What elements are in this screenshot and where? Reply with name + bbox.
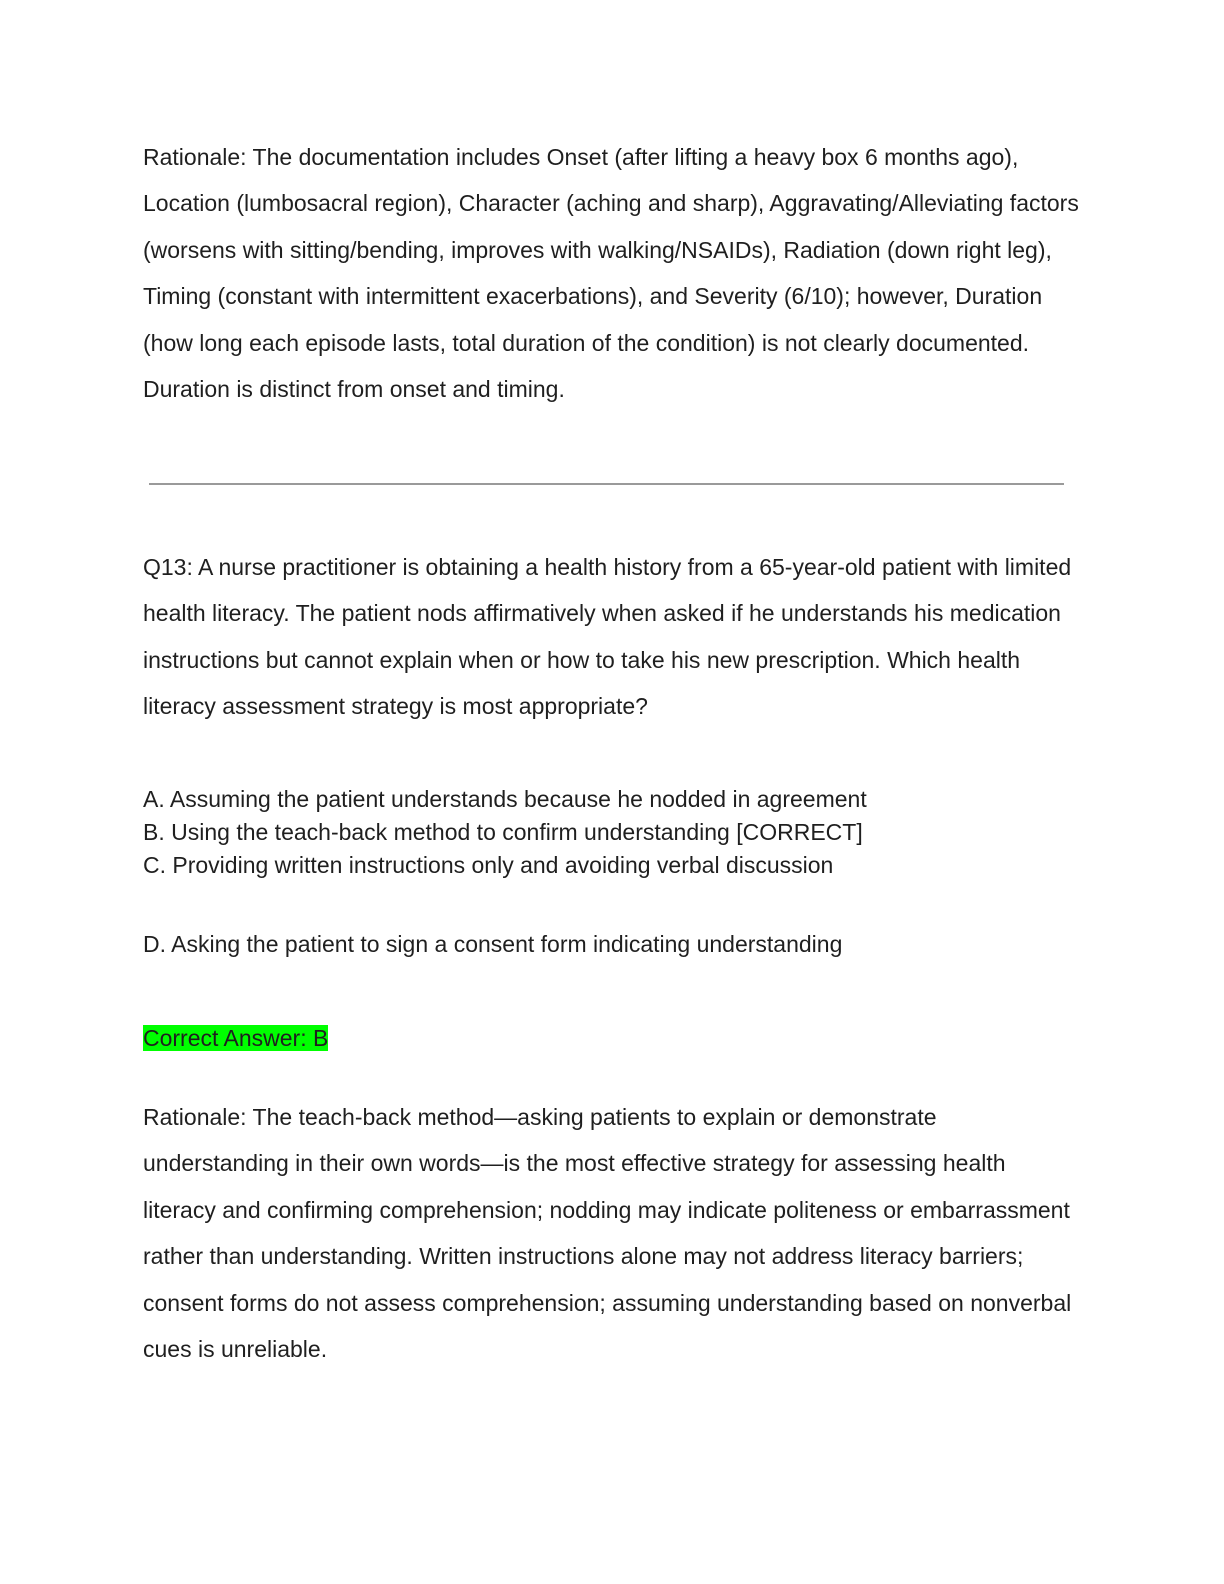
option-c: C. Providing written instructions only and avoiding verbal discussion (143, 852, 834, 878)
correct-answer-highlight: Correct Answer: B (143, 1025, 329, 1051)
horizontal-divider (149, 483, 1064, 485)
correct-answer-line (143, 1022, 328, 1055)
rationale-paragraph: Rationale: The documentation includes Onset (after lifting a heavy box 6 months ago), Location (lumbosacral region), Character (aching and sharp), Aggravating/Alleviating factors (worsens with sitting/bending, improves with walking/NSAIDs), Radiation (down right leg), Timing (constant with intermittent exacerbations), and Severity (6/10); however, Duration (how long each episode lasts, total duration of the condition) is not clearly documented. Duration is distinct from onset and timing. (143, 144, 1079, 403)
question-text: Q13: A nurse practitioner is obtaining a health history from a 65-year-old patient with limited health literacy. The patient nods affirmatively when asked if he understands his medication instructions but cannot explain when or how to take his new prescription. Which health literacy assessment strategy is most appropriate? (143, 554, 1072, 720)
option-a: A. Assuming the patient understands because he nodded in agreement (143, 786, 867, 812)
option-b: B. Using the teach-back method to confirm understanding [CORRECT] (143, 819, 863, 845)
option-d: D. Asking the patient to sign a consent form indicating understanding (143, 931, 843, 957)
rationale-paragraph-2: Rationale: The teach-back method—asking patients to explain or demonstrate understanding in their own words—is the most effective strategy for assessing health literacy and confirming comprehension; nodding may indicate politeness or embarrassment rather than understanding. Written instructions alone may not address literacy barriers; consent forms do not assess comprehension; assuming understanding based on nonverbal cues is unreliable. (143, 1104, 1072, 1363)
answer-options (143, 783, 1103, 882)
